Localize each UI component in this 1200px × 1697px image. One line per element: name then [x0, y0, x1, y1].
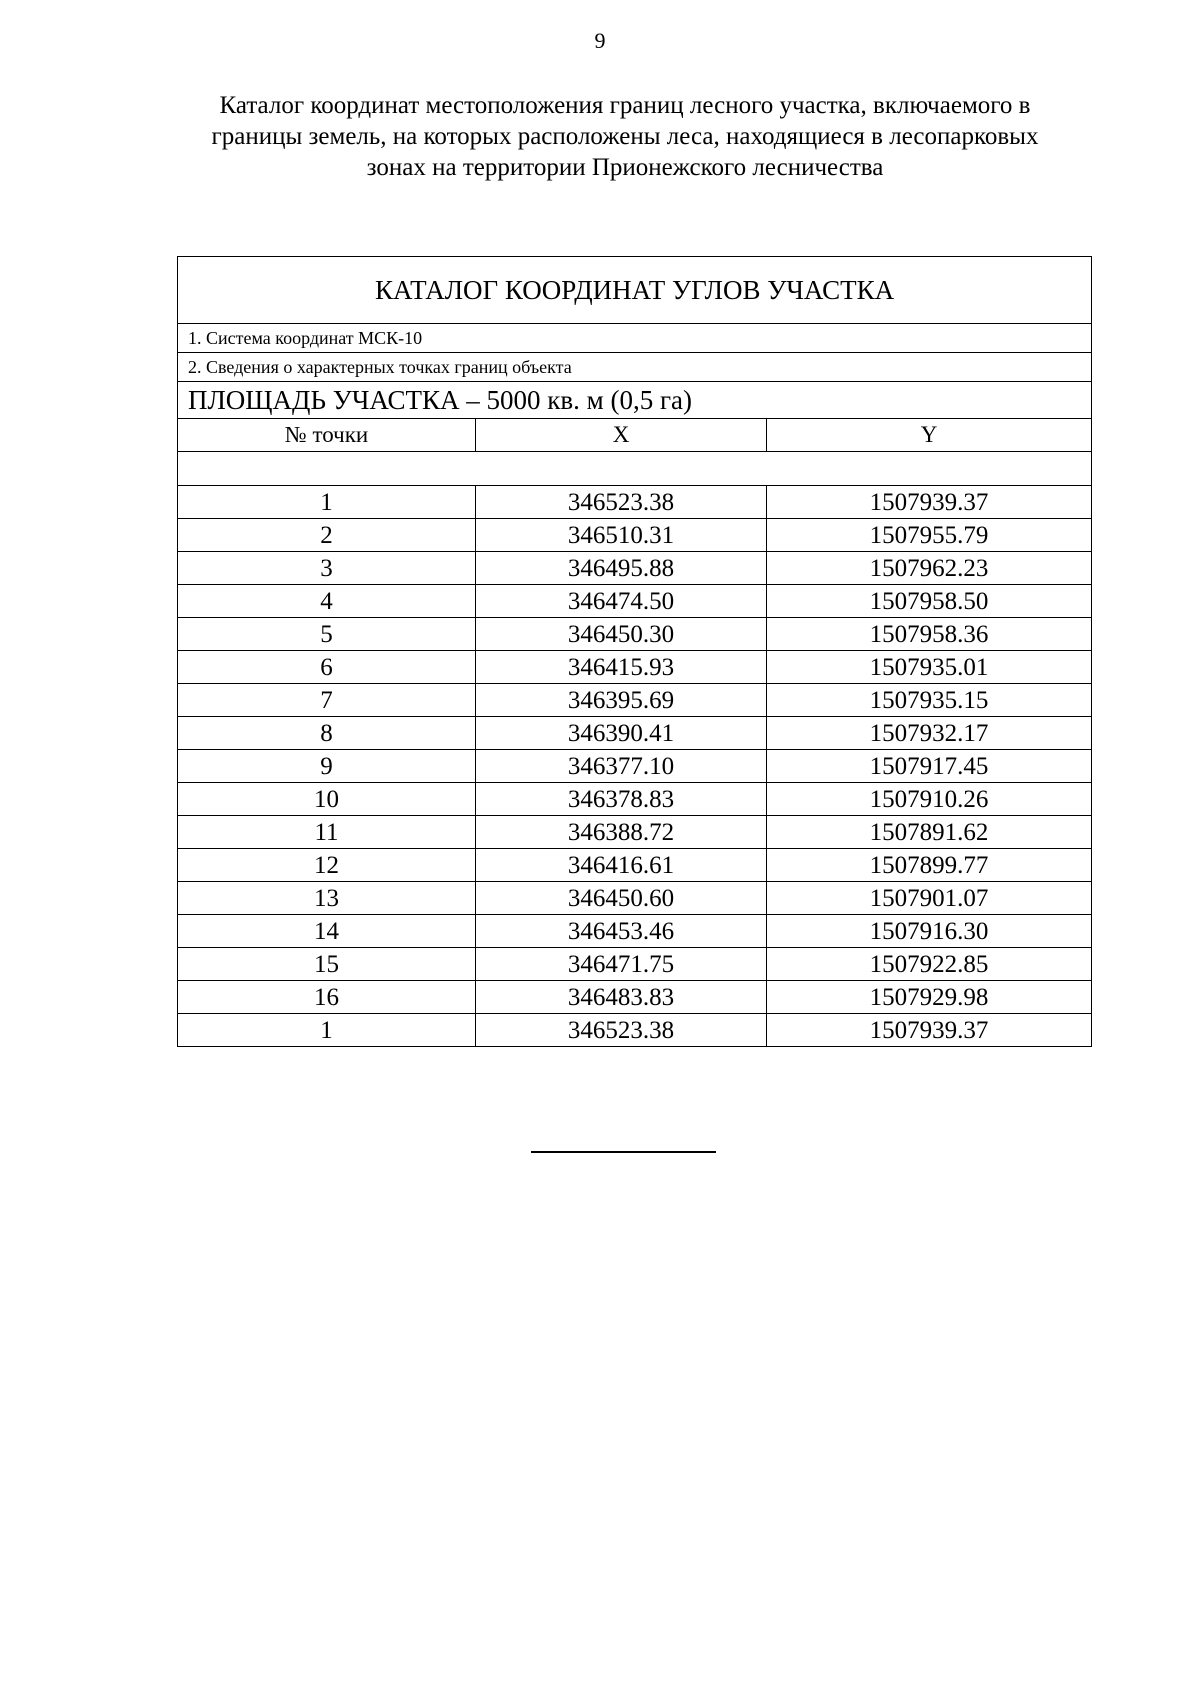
y-coordinate-cell: 1507917.45 — [767, 750, 1092, 783]
table-row — [178, 552, 1092, 585]
title-line: зонах на территории Прионежского лесничества — [366, 154, 884, 181]
y-coordinate-cell: 1507958.50 — [767, 585, 1092, 618]
point-number-cell: 9 — [178, 750, 476, 783]
table-row — [178, 783, 1092, 816]
x-coordinate-cell: 346390.41 — [476, 717, 767, 750]
table-row — [178, 849, 1092, 882]
table-row — [178, 915, 1092, 948]
x-coordinate-cell: 346388.72 — [476, 816, 767, 849]
table-row — [178, 585, 1092, 618]
table-row — [178, 519, 1092, 552]
table-row — [178, 651, 1092, 684]
x-coordinate-cell: 346415.93 — [476, 651, 767, 684]
catalog-heading-row — [178, 257, 1092, 324]
point-number-cell: 2 — [178, 519, 476, 552]
column-header-point: № точки — [178, 419, 476, 452]
table-row — [178, 486, 1092, 519]
column-header-row — [178, 419, 1092, 452]
x-coordinate-cell: 346523.38 — [476, 1014, 767, 1047]
x-coordinate-cell: 346523.38 — [476, 486, 767, 519]
point-number-cell: 16 — [178, 981, 476, 1014]
x-coordinate-cell: 346450.30 — [476, 618, 767, 651]
point-number-cell: 13 — [178, 882, 476, 915]
x-coordinate-cell: 346416.61 — [476, 849, 767, 882]
blank-row — [178, 452, 1092, 486]
catalog-heading: КАТАЛОГ КООРДИНАТ УГЛОВ УЧАСТКА — [178, 257, 1092, 324]
y-coordinate-cell: 1507899.77 — [767, 849, 1092, 882]
y-coordinate-cell: 1507958.36 — [767, 618, 1092, 651]
point-number-cell: 8 — [178, 717, 476, 750]
coordinate-system: 1. Система координат МСК-10 — [178, 324, 1092, 353]
y-coordinate-cell: 1507910.26 — [767, 783, 1092, 816]
x-coordinate-cell: 346453.46 — [476, 915, 767, 948]
y-coordinate-cell: 1507891.62 — [767, 816, 1092, 849]
y-coordinate-cell: 1507962.23 — [767, 552, 1092, 585]
y-coordinate-cell: 1507901.07 — [767, 882, 1092, 915]
point-number-cell: 4 — [178, 585, 476, 618]
point-number-cell: 1 — [178, 1014, 476, 1047]
blank-cell — [178, 452, 1092, 486]
y-coordinate-cell: 1507939.37 — [767, 486, 1092, 519]
table-row — [178, 1014, 1092, 1047]
y-coordinate-cell: 1507955.79 — [767, 519, 1092, 552]
point-number-cell: 3 — [178, 552, 476, 585]
point-number-cell: 11 — [178, 816, 476, 849]
points-info: 2. Сведения о характерных точках границ объекта — [178, 353, 1092, 382]
table-row — [178, 981, 1092, 1014]
point-number-cell: 12 — [178, 849, 476, 882]
y-coordinate-cell: 1507929.98 — [767, 981, 1092, 1014]
table-row — [178, 816, 1092, 849]
x-coordinate-cell: 346378.83 — [476, 783, 767, 816]
table-row — [178, 717, 1092, 750]
point-number-cell: 14 — [178, 915, 476, 948]
table-row — [178, 882, 1092, 915]
x-coordinate-cell: 346495.88 — [476, 552, 767, 585]
x-coordinate-cell: 346471.75 — [476, 948, 767, 981]
point-number-cell: 15 — [178, 948, 476, 981]
point-number-cell: 7 — [178, 684, 476, 717]
table-row — [178, 618, 1092, 651]
y-coordinate-cell: 1507932.17 — [767, 717, 1092, 750]
coordinate-system-row — [178, 324, 1092, 353]
x-coordinate-cell: 346483.83 — [476, 981, 767, 1014]
coordinates-catalog-table — [177, 256, 1092, 1047]
document-title — [100, 90, 1150, 183]
column-header-y: Y — [767, 419, 1092, 452]
y-coordinate-cell: 1507916.30 — [767, 915, 1092, 948]
end-rule-line — [531, 1151, 716, 1153]
x-coordinate-cell: 346450.60 — [476, 882, 767, 915]
point-number-cell: 10 — [178, 783, 476, 816]
x-coordinate-cell: 346510.31 — [476, 519, 767, 552]
column-header-x: X — [476, 419, 767, 452]
area-row — [178, 382, 1092, 419]
y-coordinate-cell: 1507935.15 — [767, 684, 1092, 717]
y-coordinate-cell: 1507922.85 — [767, 948, 1092, 981]
point-number-cell: 5 — [178, 618, 476, 651]
plot-area: ПЛОЩАДЬ УЧАСТКА – 5000 кв. м (0,5 га) — [178, 382, 1092, 419]
page-number: 9 — [594, 28, 606, 53]
table-row — [178, 948, 1092, 981]
table-row — [178, 750, 1092, 783]
x-coordinate-cell: 346474.50 — [476, 585, 767, 618]
x-coordinate-cell: 346377.10 — [476, 750, 767, 783]
title-line: Каталог координат местоположения границ лесного участка, включаемого в — [219, 92, 1031, 119]
title-line: границы земель, на которых расположены леса, находящиеся в лесопарковых — [211, 123, 1039, 150]
points-info-row — [178, 353, 1092, 382]
point-number-cell: 1 — [178, 486, 476, 519]
point-number-cell: 6 — [178, 651, 476, 684]
y-coordinate-cell: 1507939.37 — [767, 1014, 1092, 1047]
x-coordinate-cell: 346395.69 — [476, 684, 767, 717]
table-row — [178, 684, 1092, 717]
y-coordinate-cell: 1507935.01 — [767, 651, 1092, 684]
